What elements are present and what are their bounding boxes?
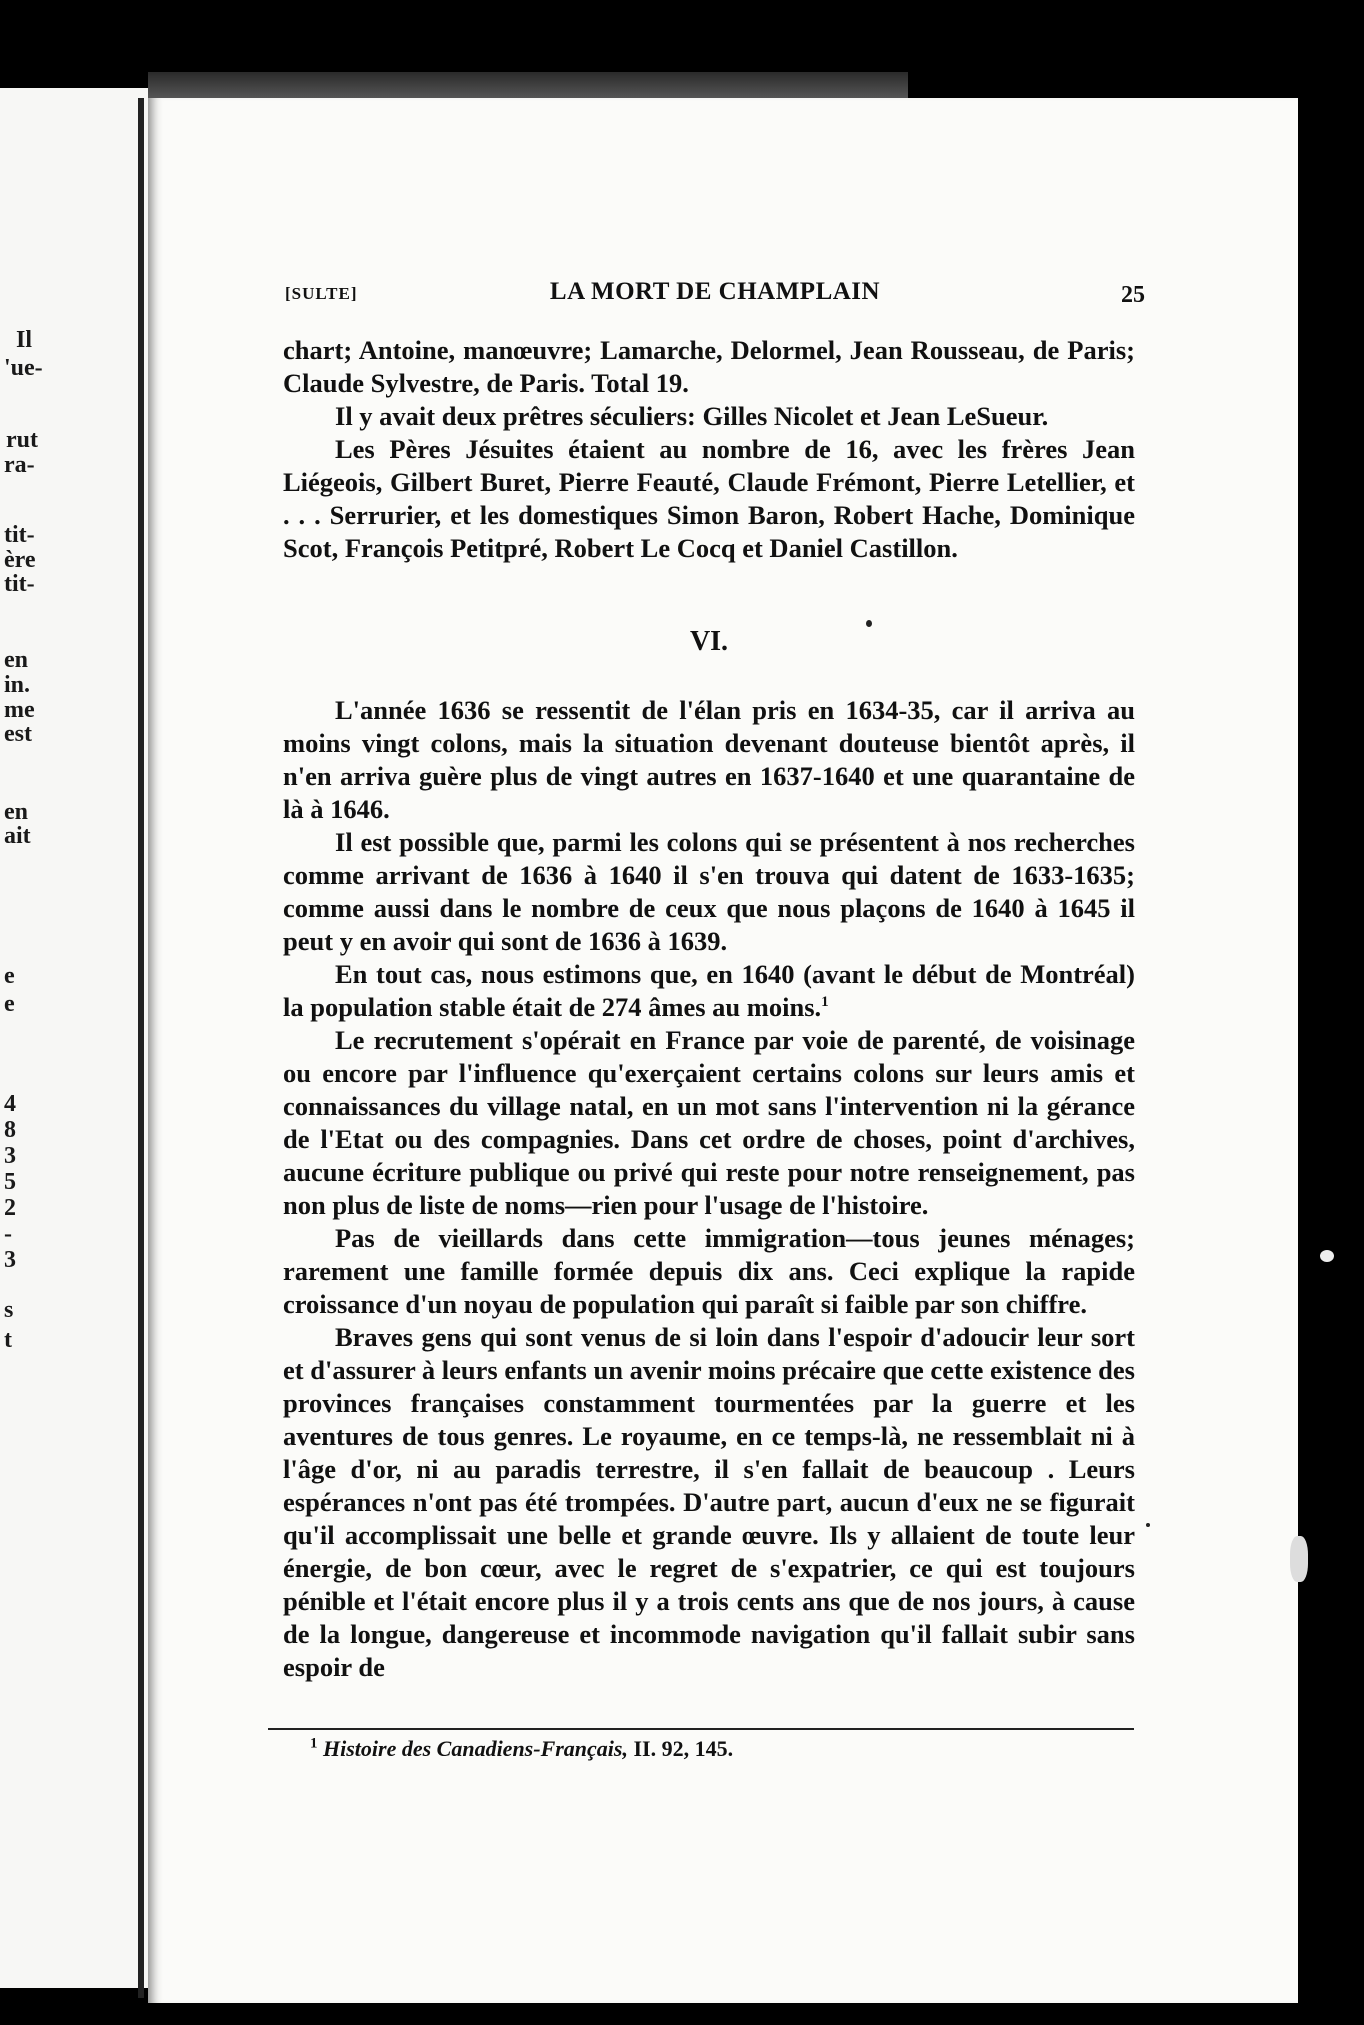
paragraph: Il est possible que, parmi les colons qui se présentent à nos recherches comme arrivant de 1636 à 1640 il s'en trouva qui datent de 1633-1635; comme aussi dans le nombre de ceux que nous plaçons de 1640 à 1645 il peut y en avoir qui sont de 1636 à 1639. [283, 827, 1135, 956]
paragraph: Le recrutement s'opérait en France par voie de parenté, de voisinage ou encore par l'influence qu'exerçaient certains colons sur leurs amis et connaissances du village natal, en un mot sans l'intervention ni la gérance de l'Etat ou des compagnies. Dans cet ordre de choses, point d'archives, aucune écriture publique ou privé qui reste pour notre renseignement, pas non plus de liste de noms—rien pour l'usage de l'histoire. [283, 1025, 1135, 1220]
left-page-fragment: 4 [4, 1091, 16, 1117]
left-page-fragment: ère [4, 547, 36, 573]
paragraph [283, 958, 1135, 1024]
running-header-author: [SULTE] [285, 284, 358, 303]
left-page-fragment: 'ue- [4, 355, 43, 381]
page-number: 25 [1121, 282, 1145, 308]
left-page-fragment: 8 [4, 1117, 16, 1143]
left-page-fragment: Il [16, 327, 33, 353]
paragraph: Braves gens qui sont venus de si loin dans l'espoir d'adoucir leur sort et d'assurer à leurs enfants un avenir moins précaire que cette existence des provinces françaises constamment tourmentées par la guerre et les aventures de tous genres. Le royaume, en ce temps-là, ne ressemblait ni à l'âge d'or, ni au paradis terrestre, il s'en fallait de beaucoup . Leurs espérances n'ont pas été trompées. D'autre part, aucun d'eux ne se figurait qu'il accomplissait une belle et grande œuvre. Ils y allaient de toute leur énergie, de bon cœur, avec le regret de s'expatrier, ce qui est toujours pénible et l'était encore plus il y a trois cents ans que de nos jours, à cause de la longue, dangereuse et incommode navigation qu'il fallait subir sans espoir de [283, 1322, 1135, 1682]
left-page-fragment: 3 [4, 1247, 16, 1273]
left-page-fragment: t [4, 1327, 12, 1353]
footnote-reference-text: II. 92, 145. [627, 1736, 734, 1761]
left-page-fragment: est [4, 721, 32, 747]
running-header-title: LA MORT DE CHAMPLAIN [549, 278, 881, 305]
paragraph: Il y avait deux prêtres séculiers: Gilles Nicolet et Jean LeSueur. [335, 401, 1049, 431]
paragraph-text: En tout cas, nous estimons que, en 1640 (avant le début de Montréal) la population stable était de 274 âmes au moins. [283, 959, 1135, 1022]
left-page-fragment: - [4, 1221, 12, 1247]
page-gutter [138, 98, 144, 1998]
left-page-fragment: tit- [4, 571, 35, 597]
footnote-title: Histoire des Canadiens-Français, [323, 1736, 628, 1761]
text-after-section [283, 694, 1135, 1684]
text-before-section [283, 334, 1135, 565]
left-page-fragment: e [4, 991, 15, 1017]
footnote-divider [268, 1728, 1134, 1730]
left-page-fragment: ra- [4, 452, 35, 478]
footnote-marker: 1 [310, 1735, 318, 1752]
footnote-reference[interactable]: 1 [821, 994, 829, 1011]
scan-speck [866, 620, 872, 627]
left-page-fragment: me [4, 697, 35, 723]
left-page-fragment: tit- [4, 522, 35, 548]
left-page-fragment: e [4, 963, 15, 989]
left-page-fragment: 2 [4, 1195, 16, 1221]
left-page-fragment: ait [4, 823, 31, 849]
left-page-fragment: s [4, 1297, 14, 1323]
paragraph: L'année 1636 se ressentit de l'élan pris en 1634-35, car il arriva au moins vingt colons, mais la situation devenant douteuse bientôt après, il n'en arriva guère plus de vingt autres en 1637-1640 et une quarantaine de là à 1646. [283, 695, 1135, 824]
footnote [310, 1736, 733, 1762]
scan-speck [1320, 1250, 1334, 1262]
left-page-edge [0, 88, 148, 1988]
section-heading: VI. [689, 626, 729, 657]
left-page-fragment: in. [4, 672, 31, 698]
left-page-fragment: rut [6, 427, 38, 453]
paragraph: Pas de vieillards dans cette immigration—tous jeunes ménages; rarement une famille formée depuis dix ans. Ceci explique la rapide croissance d'un noyau de population qui paraît si faible par son chiffre. [283, 1223, 1135, 1319]
left-page-fragment: 5 [4, 1169, 16, 1195]
left-page-fragment: en [4, 799, 28, 825]
scan-top-edge [148, 72, 908, 98]
scan-speck [1146, 1523, 1150, 1527]
paragraph: chart; Antoine, manœuvre; Lamarche, Delormel, Jean Rousseau, de Paris; Claude Sylvestre, de Paris. Total 19. [283, 335, 1135, 398]
left-page-fragment: en [4, 647, 28, 673]
running-header [285, 278, 1145, 312]
left-page-fragment: 3 [4, 1143, 16, 1169]
paragraph: Les Pères Jésuites étaient au nombre de 16, avec les frères Jean Liégeois, Gilbert Buret, Pierre Feauté, Claude Frémont, Pierre Letellier, et . . . Serrurier, et les domestiques Simon Baron, Robert Hache, Dominique Scot, François Petitpré, Robert Le Cocq et Daniel Castillon. [283, 434, 1135, 563]
scan-speck [1290, 1536, 1308, 1582]
